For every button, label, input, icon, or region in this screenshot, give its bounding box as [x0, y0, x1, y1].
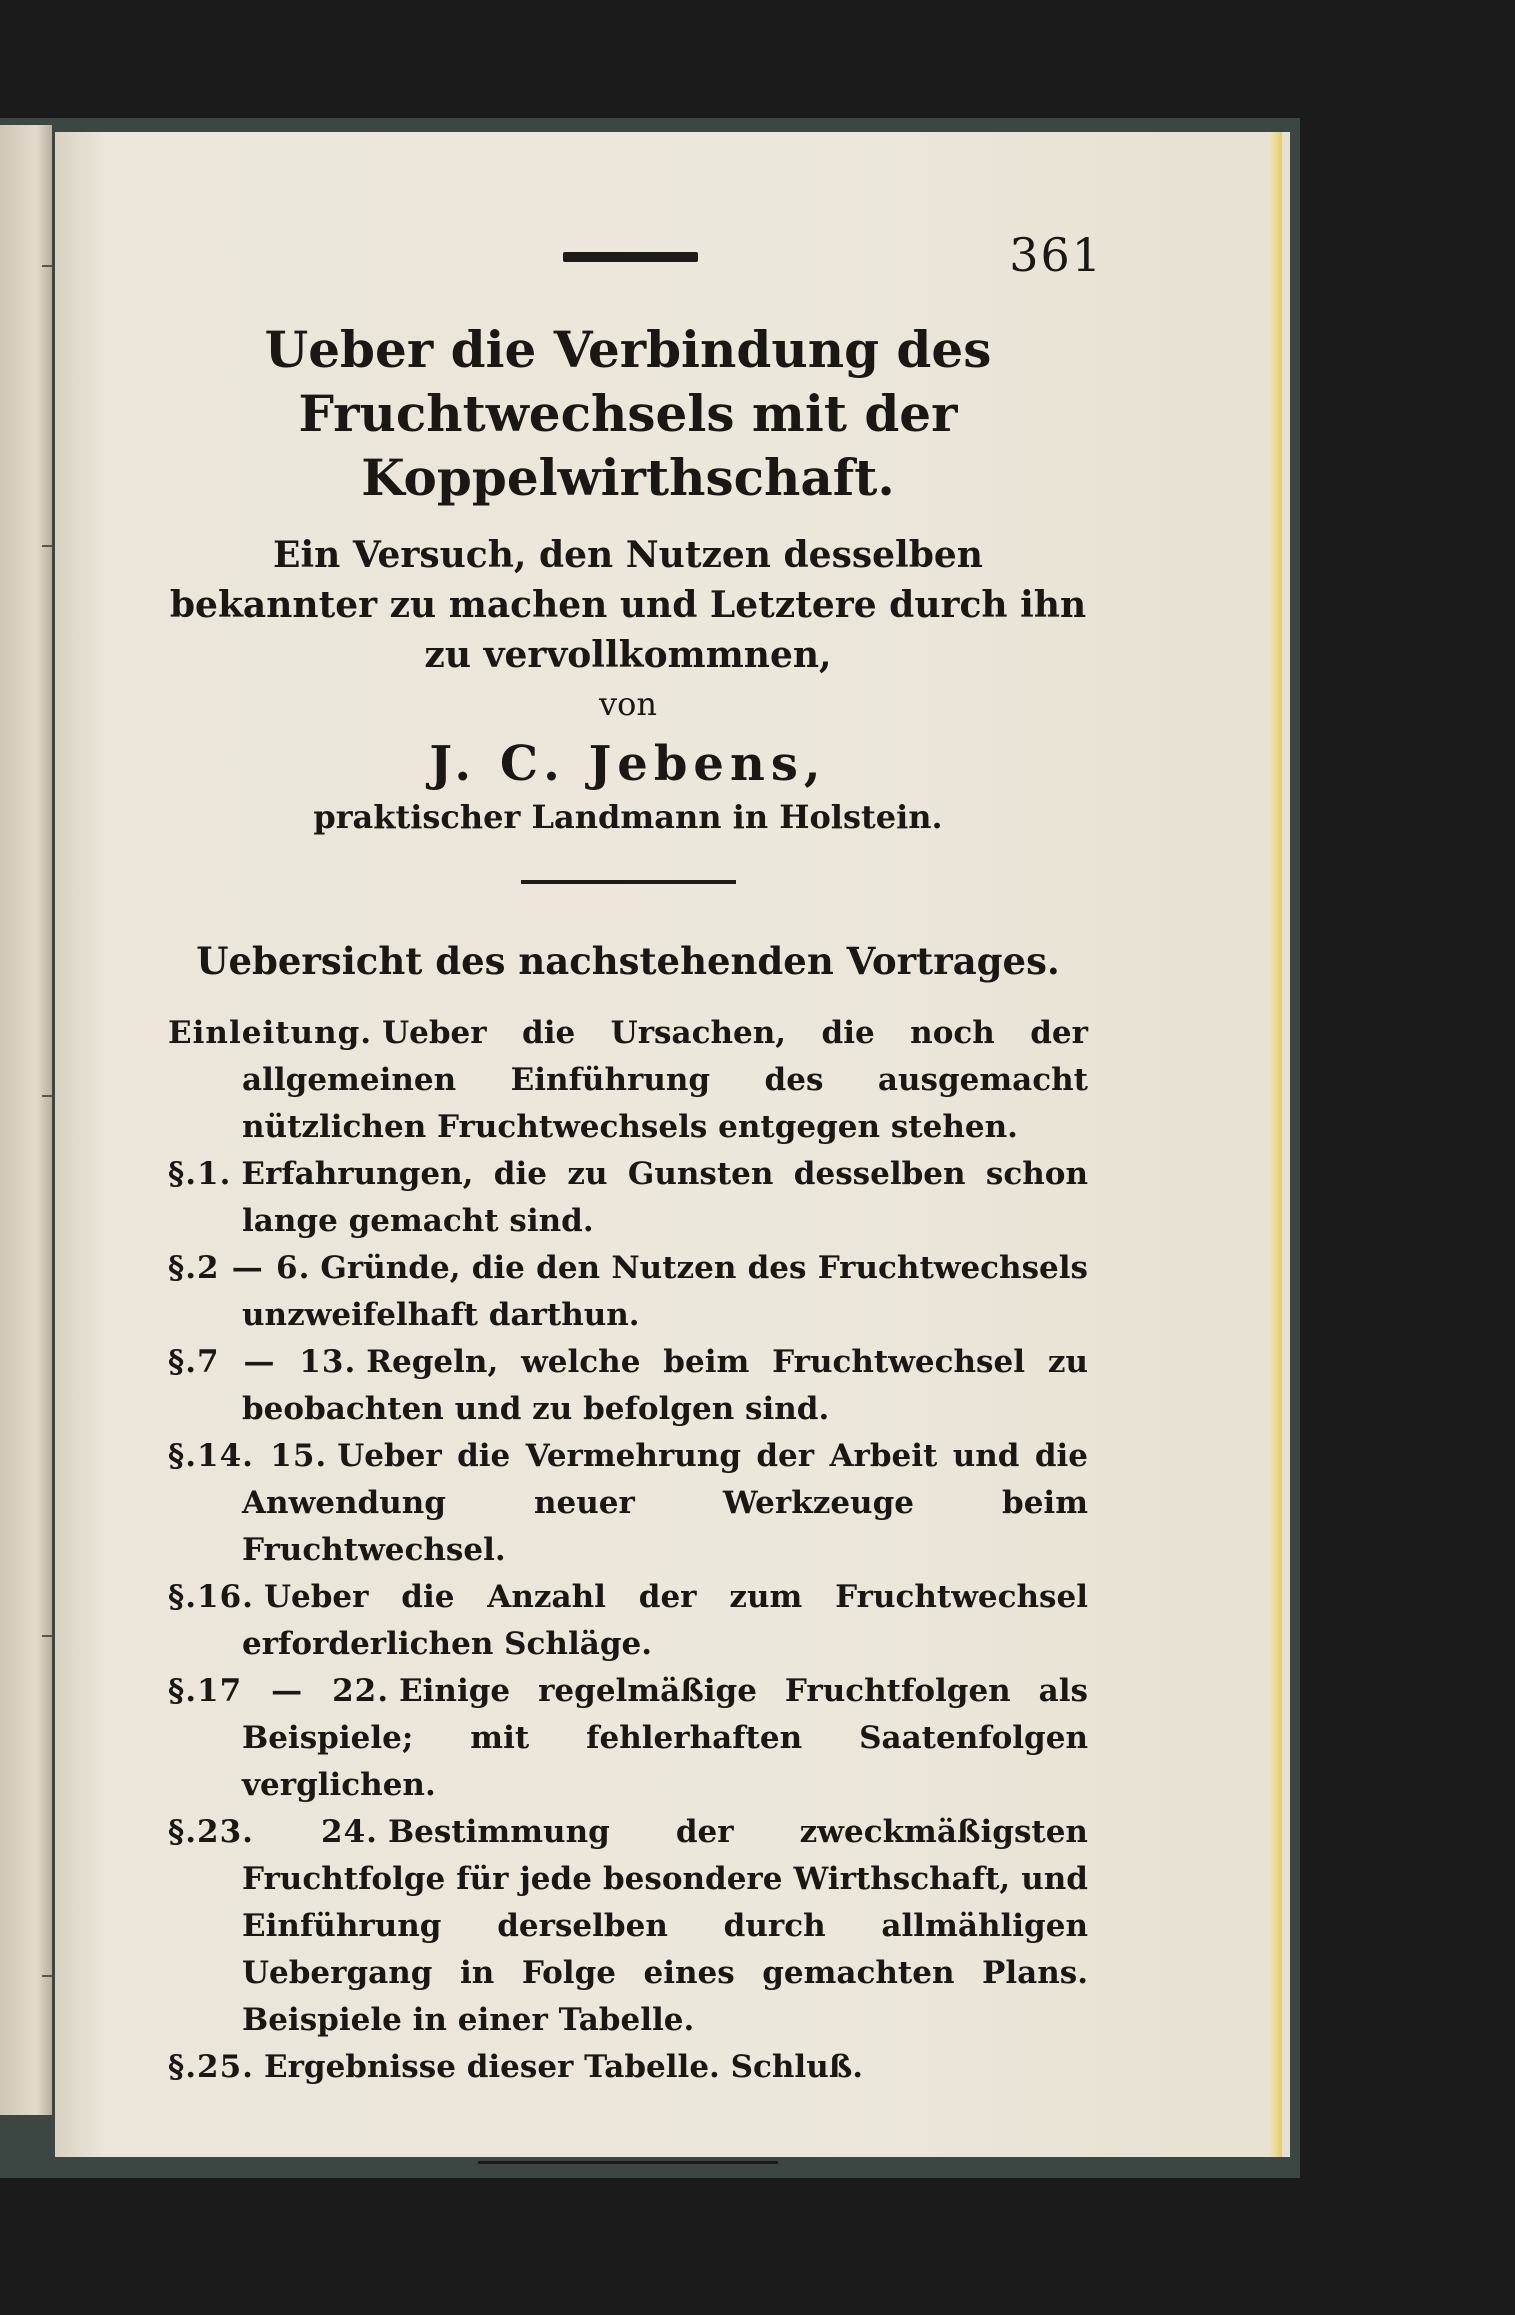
section-label: §.23. 24.	[168, 1814, 378, 1850]
list-item	[168, 1809, 1088, 2044]
list-item	[168, 1151, 1088, 1245]
contents-list	[168, 1010, 1088, 2091]
section-label: Einleitung.	[168, 1015, 373, 1051]
author-name: J. C. Jebens,	[429, 736, 827, 792]
section-divider	[521, 880, 736, 884]
section-label: §.2 — 6.	[168, 1250, 311, 1286]
header-rule	[563, 252, 698, 262]
section-label: §.16.	[168, 1579, 254, 1615]
section-label: §.25.	[168, 2049, 254, 2085]
article-title: Ueber die Verbindung des Fruchtwechsels mit der Koppelwirthschaft.	[264, 320, 992, 507]
list-item	[168, 1668, 1088, 1809]
section-text: Ueber die Ursachen, die noch der allgemeinen Einführung des ausgemacht nützlichen Fruchtwechsels entgegen stehen.	[242, 1015, 1088, 1145]
section-text: Regeln, welche beim Fruchtwechsel zu beobachten und zu befolgen sind.	[242, 1344, 1088, 1427]
section-text: Gründe, die den Nutzen des Fruchtwechsels unzweifelhaft darthun.	[242, 1250, 1089, 1333]
facing-page-marks	[42, 125, 52, 2115]
page-gilt-edge	[1268, 132, 1282, 2157]
byline-von: von	[599, 685, 657, 723]
article-subtitle: Ein Versuch, den Nutzen desselben bekannter zu machen und Letztere durch ihn zu vervollkommnen,	[169, 534, 1087, 676]
list-item	[168, 1339, 1088, 1433]
contents-heading: Uebersicht des nachstehenden Vortrages.	[196, 939, 1060, 983]
list-item	[168, 1010, 1088, 1151]
closing-rule	[478, 2161, 778, 2164]
section-text: Ueber die Vermehrung der Arbeit und die Anwendung neuer Werkzeuge beim Fruchtwechsel.	[242, 1438, 1088, 1568]
section-label: §.14. 15.	[168, 1438, 328, 1474]
list-item	[168, 2044, 1088, 2091]
page-header	[168, 228, 1103, 290]
page-content	[168, 228, 1103, 2164]
section-label: §.17 — 22.	[168, 1673, 390, 1709]
section-label: §.7 — 13.	[168, 1344, 357, 1380]
list-item	[168, 1433, 1088, 1574]
author-description: praktischer Landmann in Holstein.	[313, 798, 943, 836]
section-text: Bestimmung der zweckmäßigsten Fruchtfolge für jede besondere Wirthschaft, und Einführung derselben durch allmähligen Uebergang in Folge eines gemachten Plans. Beispiele in einer Tabelle.	[242, 1814, 1088, 2038]
section-text: Ueber die Anzahl der zum Fruchtwechsel erforderlichen Schläge.	[242, 1579, 1088, 1662]
section-text: Einige regelmäßige Fruchtfolgen als Beispiele; mit fehlerhaften Saatenfolgen verglichen.	[242, 1673, 1088, 1803]
section-text: Ergebnisse dieser Tabelle. Schluß.	[263, 2049, 864, 2085]
section-text: Erfahrungen, die zu Gunsten desselben schon lange gemacht sind.	[241, 1156, 1088, 1239]
list-item	[168, 1574, 1088, 1668]
list-item	[168, 1245, 1088, 1339]
page-number: 361	[1009, 228, 1103, 282]
section-label: §.1.	[168, 1156, 232, 1192]
